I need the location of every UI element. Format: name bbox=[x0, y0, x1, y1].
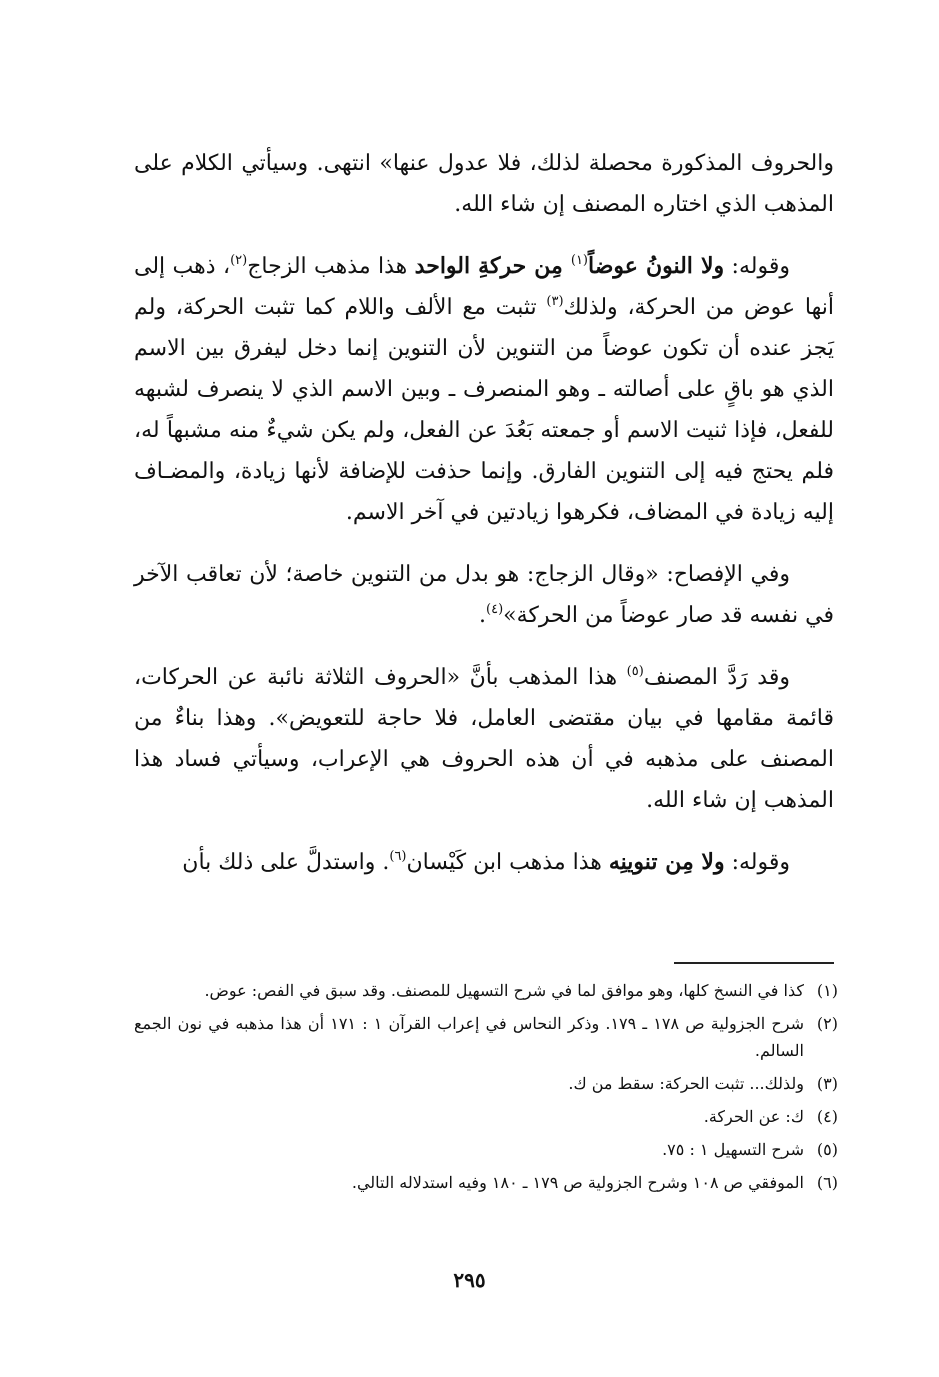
footnote-text: شرح الجزولية ص ١٧٨ ـ ١٧٩. وذكر النحاس في إعراب القرآن ١ : ١٧١ أن هذا مذهبه في نون الجمع السالم. bbox=[134, 1014, 804, 1060]
footnote-text: ك: عن الحركة. bbox=[703, 1107, 804, 1126]
footnote-text: كذا في النسخ كلها، وهو موافق لما في شرح التسهيل للمصنف. وقد سبق في الفص: عوض. bbox=[204, 981, 804, 1000]
footnote-number: (٥) bbox=[816, 1140, 838, 1159]
footnote-item bbox=[134, 1070, 838, 1097]
text-span: هذا مذهب الزجاج bbox=[247, 254, 415, 279]
text-span: . واستدلَّ على ذلك بأن bbox=[182, 850, 390, 875]
paragraph-5 bbox=[134, 842, 834, 883]
footnote-item bbox=[134, 1010, 838, 1064]
footnote-text: شرح التسهيل ١ : ٧٥. bbox=[662, 1140, 804, 1159]
footnote-number: (١) bbox=[816, 981, 838, 1000]
text-span: وفي الإفصاح: «وقال الزجاج: هو بدل من التنوين خاصة؛ لأن تعاقب الآخر في نفسه قد صار عوضاً من الحركة» bbox=[134, 562, 834, 628]
text-span: هذا مذهب ابن كَيْسان bbox=[406, 850, 609, 875]
footnote-divider bbox=[674, 962, 834, 964]
footnote-ref: (٥) bbox=[626, 664, 644, 679]
quoted-text-bold: مِن حركةِ الواحد bbox=[414, 253, 571, 279]
quoted-text-bold: ولا النونُ عوضاً bbox=[588, 253, 725, 279]
main-text bbox=[134, 143, 834, 904]
footnote-ref: (٦) bbox=[389, 849, 407, 864]
footnote-ref: (٣) bbox=[546, 294, 564, 309]
paragraph-2 bbox=[134, 246, 834, 533]
footnote-text: ولذلك... تثبت الحركة: سقط من ك. bbox=[568, 1074, 804, 1093]
page-number: ٢٩٥ bbox=[453, 1268, 486, 1292]
text-span: وقد رَدَّ المصنف bbox=[643, 665, 790, 690]
footnote-number: (٤) bbox=[816, 1107, 838, 1126]
footnote-number: (٦) bbox=[816, 1173, 838, 1192]
text-span: ، ذهب إلى أنها عوض من الحركة، ولذلك bbox=[134, 254, 834, 320]
paragraph-1: والحروف المذكورة محصلة لذلك، فلا عدول عنها» انتهى. وسيأتي الكلام على المذهب الذي اختاره المصنف إن شاء الله. bbox=[134, 151, 834, 217]
text-span: . bbox=[479, 603, 486, 628]
footnotes bbox=[134, 977, 838, 1202]
paragraph-3 bbox=[134, 554, 834, 636]
text-span: وقوله: bbox=[724, 850, 790, 875]
footnote-text: الموفقي ص ١٠٨ وشرح الجزولية ص ١٧٩ ـ ١٨٠ وفيه استدلاله التالي. bbox=[351, 1173, 804, 1192]
footnote-ref: (٤) bbox=[486, 602, 504, 617]
text-span: هذا المذهب بأنَّ «الحروف الثلاثة نائبة عن الحركات، قائمة مقامها في بيان مقتضى العامل، فلا حاجة للتعويض». وهذا بناءٌ من المصنف على مذهبه في أن هذه الحروف هي الإعراب، وسيأتي فساد هذا المذهب إن شاء الله. bbox=[134, 665, 834, 813]
footnote-number: (٢) bbox=[816, 1014, 838, 1033]
footnote-item bbox=[134, 1136, 838, 1163]
footnote-ref: (١) bbox=[570, 253, 588, 268]
footnote-item bbox=[134, 1103, 838, 1130]
paragraph-4 bbox=[134, 657, 834, 821]
footnote-ref: (٢) bbox=[230, 253, 248, 268]
footnote-item bbox=[134, 977, 838, 1004]
text-span: وقوله: bbox=[724, 254, 790, 279]
footnote-item bbox=[134, 1169, 838, 1196]
text-span: تثبت مع الألف واللام كما تثبت الحركة، ولم يَجز عنده أن تكون عوضاً من التنوين لأن التنوين إنما دخل ليفرق بين الاسم الذي هو باقٍ على أصالته ـ وهو المنصرف ـ وبين الاسم الذي لا ينصرف لشبهه للفعل، فإذا ثنيت الاسم أو جمعته بَعُدَ عن الفعل، ولم يكن شيءٌ منه مشبهاً له، فلم يحتج فيه إلى التنوين الفارق. وإنما حذفت للإضافة لأنها زيادة، والمضـاف إليه زيادة في المضاف، فكرهوا زيادتين في آخر الاسم. bbox=[134, 295, 834, 525]
footnote-number: (٣) bbox=[816, 1074, 838, 1093]
quoted-text-bold: ولا مِن تنوينِه bbox=[608, 849, 725, 875]
